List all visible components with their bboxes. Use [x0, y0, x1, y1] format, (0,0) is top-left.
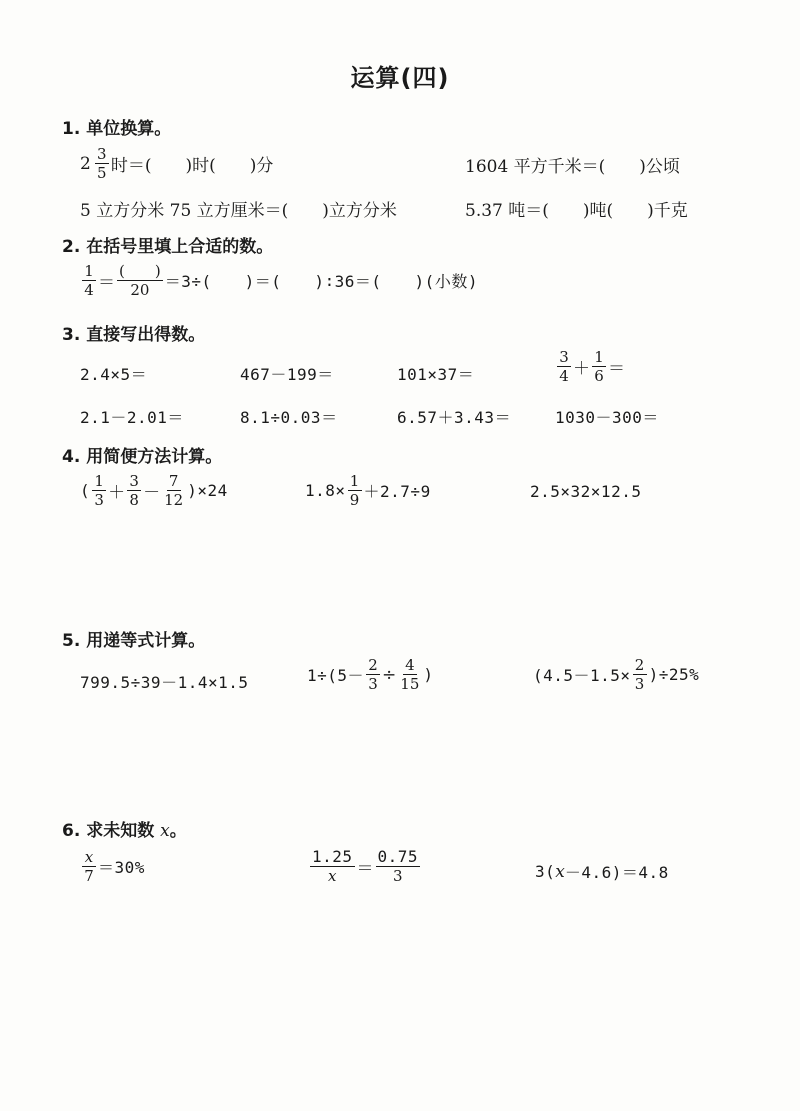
fraction-numerator: 1: [82, 262, 96, 281]
s1-item-d: [465, 196, 688, 221]
fraction-denominator: x: [328, 867, 337, 885]
fraction-numerator: 1.25: [312, 847, 353, 866]
s5-item-b: [307, 656, 434, 693]
s3-r1-c: 101×37＝: [397, 365, 475, 384]
fraction-numerator: ( ): [119, 262, 161, 280]
fraction-denominator: 5: [97, 164, 107, 182]
s5-item-a: 799.5÷39－1.4×1.5: [80, 673, 249, 692]
expression-text: ＝30%: [98, 858, 145, 877]
section-1-heading: 1. 单位换算。: [62, 119, 172, 139]
fraction-numerator: 1: [92, 472, 106, 491]
s1-item-b: [465, 152, 680, 177]
expression-text: )÷25%: [648, 665, 700, 684]
fraction-denominator: 9: [349, 491, 360, 509]
s3-r2-d: 1030－300＝: [555, 408, 659, 427]
s4-item-c: 2.5×32×12.5: [530, 482, 642, 501]
expression-text: 1604 平方千米＝( )公顷: [465, 157, 680, 177]
fraction: [348, 472, 362, 509]
section-5-heading: 5. 用递等式计算。: [62, 631, 206, 651]
fraction-numerator: 1: [348, 472, 362, 491]
page-title: 运算(四): [350, 64, 450, 92]
section-4-heading: 4. 用简便方法计算。: [62, 447, 223, 467]
s2-item: [80, 262, 478, 299]
fraction: [82, 262, 96, 299]
expression-text: 时＝( )时( )分: [110, 156, 274, 176]
expression-text: 3(: [535, 862, 556, 881]
fraction-denominator: 6: [594, 367, 604, 385]
fraction-denominator: 3: [393, 867, 403, 885]
s3-r2-a: 2.1－2.01＝: [80, 408, 184, 427]
fraction-denominator: 12: [164, 491, 184, 509]
variable-x: x: [160, 821, 170, 841]
expression-text: ＋2.7÷9: [363, 482, 431, 501]
fraction: [95, 145, 109, 182]
expression-text: (4.5－1.5×: [533, 666, 631, 685]
equals-sign: ＝: [608, 359, 625, 379]
fraction: [592, 348, 606, 385]
plus-sign: ＋: [108, 483, 126, 503]
fraction-numerator: 3: [95, 145, 109, 164]
expression-text: 5.37 吨＝( )吨( )千克: [465, 201, 688, 221]
fraction: [82, 848, 96, 885]
fraction: [162, 472, 185, 509]
expression-text: 5 立方分米 75 立方厘米＝( )立方分米: [80, 201, 397, 221]
fraction-denominator: 20: [130, 281, 150, 299]
fraction-denominator: 4: [559, 367, 569, 385]
fraction-blank: [117, 262, 163, 299]
s4-item-b: [305, 472, 431, 509]
fraction: [310, 848, 355, 885]
fraction: [398, 656, 421, 693]
section-2-heading: 2. 在括号里填上合适的数。: [62, 237, 274, 257]
s4-item-a: [80, 472, 228, 509]
divide-sign: ÷: [382, 664, 397, 685]
s5-item-c: [533, 656, 699, 693]
fraction: [366, 656, 380, 693]
s3-r1-b: 467－199＝: [240, 365, 334, 384]
section-6-heading: [62, 816, 187, 841]
fraction-numerator: x: [82, 848, 96, 867]
heading-text: 。: [169, 821, 187, 841]
variable-x: x: [555, 861, 565, 882]
fraction: [633, 656, 647, 693]
expression-text: 1÷(5－: [307, 666, 365, 685]
fraction-denominator: 4: [84, 281, 94, 299]
equals-sign: ＝: [356, 859, 374, 879]
fraction-numerator: 0.75: [377, 847, 419, 866]
minus-sign: －: [143, 483, 161, 503]
fraction: [127, 472, 141, 509]
expression-text: －4.6)＝4.8: [564, 863, 669, 882]
fraction-denominator: 7: [84, 867, 94, 885]
s6-item-a: [80, 848, 145, 885]
s6-item-c: [535, 860, 669, 883]
mixed-whole: 2: [80, 153, 91, 174]
plus-sign: ＋: [573, 359, 590, 379]
fraction-numerator: 3: [127, 472, 141, 491]
fraction-denominator: 3: [634, 675, 645, 693]
fraction-numerator: 4: [403, 656, 417, 675]
s3-r2-b: 8.1÷0.03＝: [240, 408, 338, 427]
fraction-denominator: 15: [400, 675, 420, 693]
s1-item-a: [80, 145, 273, 182]
section-3-heading: 3. 直接写出得数。: [62, 325, 206, 345]
fraction-numerator: 1: [592, 348, 606, 367]
equals-sign: ＝: [98, 273, 115, 293]
expression-text: )×24: [187, 481, 228, 500]
fraction-numerator: 3: [557, 348, 571, 367]
fraction-numerator: 2: [366, 656, 380, 675]
expression-text: 1.8×: [305, 481, 346, 500]
s1-item-c: [80, 196, 397, 221]
s6-item-b: [308, 848, 422, 885]
expression-text: ＝3÷( )＝( )∶36＝( )(小数): [164, 272, 478, 291]
fraction: [557, 348, 571, 385]
fraction-denominator: 8: [129, 491, 139, 509]
fraction: [376, 848, 421, 885]
paren-open: (: [80, 481, 91, 500]
expression-text: ): [423, 665, 434, 684]
s3-r2-c: 6.57＋3.43＝: [397, 408, 512, 427]
s3-r1-d: [555, 348, 625, 385]
fraction-numerator: 7: [167, 472, 181, 491]
fraction-numerator: 2: [633, 656, 647, 675]
fraction-denominator: 3: [368, 675, 378, 693]
fraction: [92, 472, 106, 509]
heading-text: 6. 求未知数: [62, 821, 161, 841]
fraction-denominator: 3: [94, 491, 104, 509]
s3-r1-a: 2.4×5＝: [80, 365, 148, 384]
